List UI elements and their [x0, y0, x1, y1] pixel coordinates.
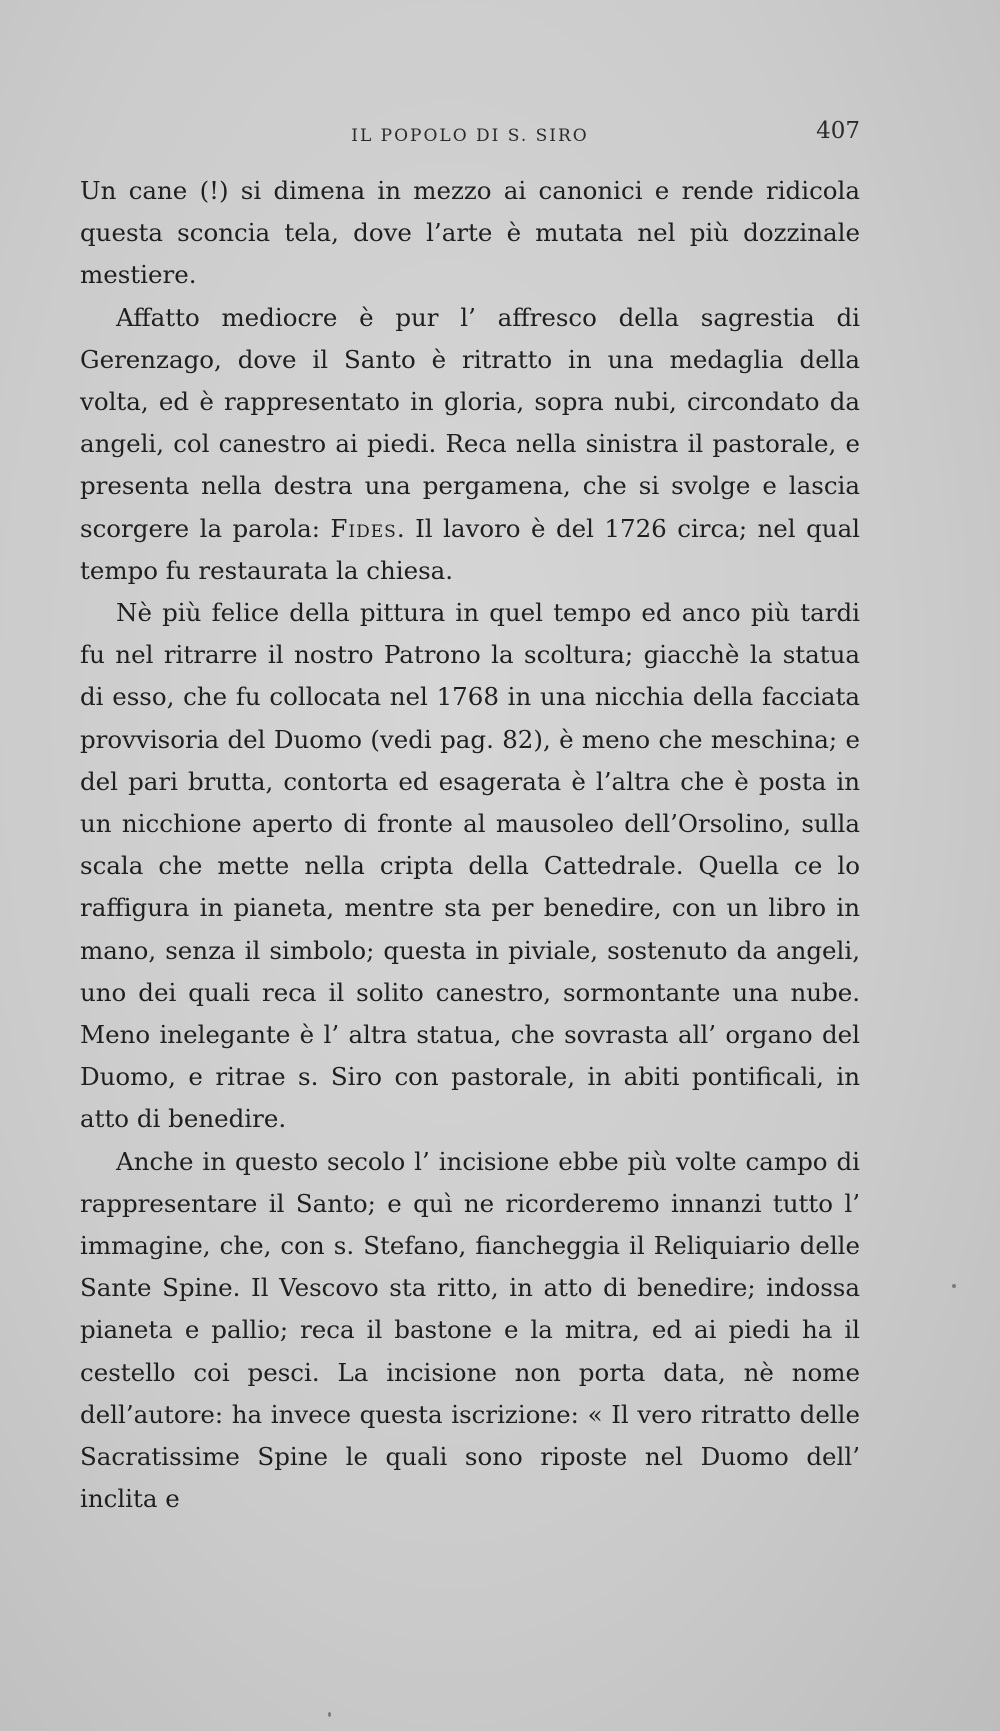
paragraph-text: Anche in questo secolo l’ incisione ebbe più volte campo di rappresentare il Santo; e quì ne ricorderemo innanzi tutto l’ immagine, che, con s. Stefano, fiancheggia il Reliquiario delle Sante Spine. Il Vescovo sta ritto, in atto di benedire; indossa pianeta e pallio; reca il bastone e la mitra, ed ai piedi ha il cestello coi pesci. La incisione non porta data, nè nome dell’autore: ha invece questa iscrizione: « Il vero ritratto delle Sacratissime Spine le quali sono riposte nel Duomo dell’ inclita e	[80, 1146, 860, 1514]
paragraph-4	[80, 1141, 860, 1521]
running-header	[80, 118, 860, 152]
paragraph-text: . Il lavoro è del 1726 circa; nel qual tempo fu restaurata la chiesa.	[80, 513, 861, 585]
paragraph-2	[80, 297, 860, 592]
paragraph-1	[80, 170, 860, 297]
body-text	[80, 170, 860, 1521]
paragraph-text: Un cane (!) si dimena in mezzo ai canonici e rende ridicola questa sconcia tela, dove l’arte è mutata nel più dozzinale mestiere.	[80, 176, 860, 290]
paragraph-text: Affatto mediocre è pur l’ affresco della sagrestia di Gerenzago, dove il Santo è ritratto in una medaglia della volta, ed è rappresentato in gloria, sopra nubi, circondato da angeli, col canestro ai piedi. Reca nella sinistra il pastorale, e presenta nella destra una pergamena, che si svolge e lascia scorgere la parola:	[80, 302, 860, 543]
page-number: 407	[816, 118, 860, 144]
paper-speck	[328, 1712, 331, 1717]
paper-speck	[952, 1284, 956, 1288]
paragraph-text: Nè più felice della pittura in quel tempo ed anco più tardi fu nel ritrarre il nostro Patrono la scoltura; giacchè la statua di esso, che fu collocata nel 1768 in una nicchia della facciata provvisoria del Duomo (vedi pag. 82), è meno che meschina; e del pari brutta, contorta ed esagerata è l’altra che è posta in un nicchione aperto di fronte al mausoleo dell’Orsolino, sulla scala che mette nella cripta della Cattedrale. Quella ce lo raffigura in pianeta, mentre sta per benedire, con un libro in mano, senza il simbolo; questa in piviale, sostenuto da angeli, uno dei quali reca il solito canestro, sormontante una nube. Meno inelegante è l’ altra statua, che sovrasta all’ organo del Duomo, e ritrae s. Siro con pastorale, in abiti pontificali, in atto di benedire.	[80, 598, 860, 1134]
fides-word: Fides	[330, 513, 397, 543]
paragraph-3	[80, 592, 860, 1141]
running-title: IL POPOLO DI S. SIRO	[351, 126, 589, 146]
